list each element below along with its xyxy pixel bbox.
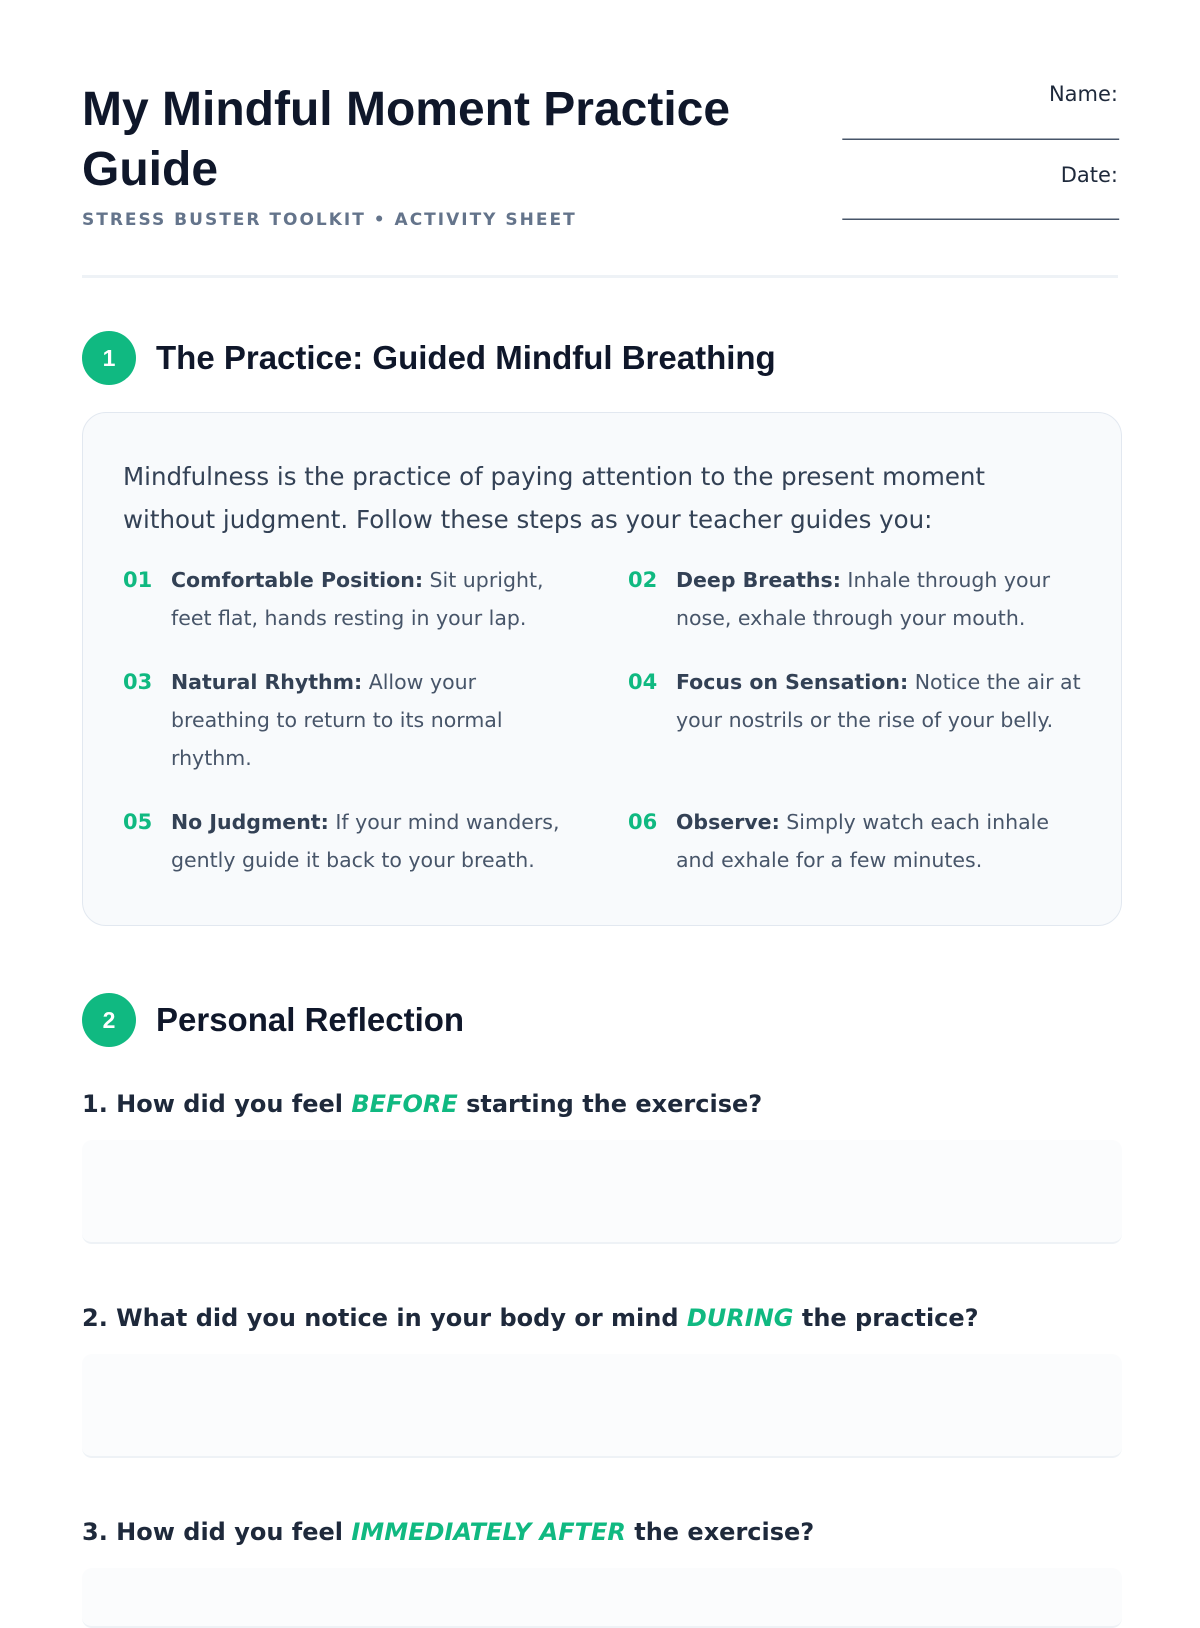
step-number: 01 <box>123 568 153 592</box>
answer-box-1[interactable] <box>82 1140 1122 1244</box>
step-number: 04 <box>628 670 658 694</box>
answer-box-2[interactable] <box>82 1354 1122 1458</box>
step-title: Focus on Sensation: <box>676 670 909 694</box>
step-text <box>171 561 579 637</box>
section-title: The Practice: Guided Mindful Breathing <box>156 339 776 376</box>
section-number-badge: 1 <box>82 331 136 385</box>
step-description: Sit upright, feet flat, hands resting in your lap. <box>171 568 544 630</box>
question-text: starting the exercise? <box>457 1090 763 1118</box>
step-title: Deep Breaths: <box>676 568 841 592</box>
step-description: Notice the air at your nostrils or the rise of your belly. <box>676 670 1081 732</box>
step-text <box>171 663 579 777</box>
step-description: Inhale through your nose, exhale through your mouth. <box>676 568 1051 630</box>
step-item <box>628 663 1083 777</box>
section-heading-reflection <box>82 993 464 1047</box>
question-1 <box>82 1090 762 1118</box>
question-2 <box>82 1304 979 1332</box>
page-subtitle: STRESS BUSTER TOOLKIT • ACTIVITY SHEET <box>82 210 577 230</box>
steps-list <box>123 561 1081 879</box>
step-text <box>171 803 579 879</box>
question-text: 1. How did you feel <box>82 1090 352 1118</box>
practice-card <box>82 412 1122 926</box>
question-text: the practice? <box>793 1304 979 1332</box>
section-heading-practice <box>82 331 776 385</box>
step-number: 02 <box>628 568 658 592</box>
question-emphasis: BEFORE <box>351 1090 458 1118</box>
step-description: Allow your breathing to return to its normal rhythm. <box>171 670 503 770</box>
page-title: My Mindful Moment Practice Guide <box>82 83 731 196</box>
section-title: Personal Reflection <box>156 1001 465 1038</box>
step-title: Comfortable Position: <box>171 568 424 592</box>
question-text: the exercise? <box>625 1518 815 1546</box>
date-label: Date: <box>1060 163 1118 187</box>
step-title: Natural Rhythm: <box>171 670 363 694</box>
worksheet-header <box>82 0 1118 278</box>
step-title: No Judgment: <box>171 810 329 834</box>
date-field[interactable]: _____________________________ <box>842 196 1118 220</box>
step-item <box>123 561 628 637</box>
step-number: 03 <box>123 670 153 694</box>
step-description: Simply watch each inhale and exhale for a few minutes. <box>676 810 1049 872</box>
step-item <box>123 803 628 879</box>
question-emphasis: DURING <box>686 1304 794 1332</box>
step-description: If your mind wanders, gently guide it back to your breath. <box>171 810 560 872</box>
question-emphasis: IMMEDIATELY AFTER <box>351 1518 626 1546</box>
question-text: 2. What did you notice in your body or mind <box>82 1304 687 1332</box>
question-3 <box>82 1518 814 1546</box>
step-text <box>676 663 1083 739</box>
question-text: 3. How did you feel <box>82 1518 352 1546</box>
step-text <box>676 803 1083 879</box>
step-text <box>676 561 1083 637</box>
step-number: 06 <box>628 810 658 834</box>
step-title: Observe: <box>676 810 780 834</box>
name-label: Name: <box>1048 82 1118 106</box>
section-number-badge: 2 <box>82 993 136 1047</box>
step-number: 05 <box>123 810 153 834</box>
practice-intro: Mindfulness is the practice of paying attention to the present moment without judgment. Follow these steps as your teacher guides you: <box>123 462 986 534</box>
step-item <box>628 561 1083 637</box>
answer-box-3[interactable] <box>82 1568 1122 1628</box>
name-field[interactable]: _____________________________ <box>842 116 1118 140</box>
step-item <box>123 663 628 777</box>
step-item <box>628 803 1083 879</box>
